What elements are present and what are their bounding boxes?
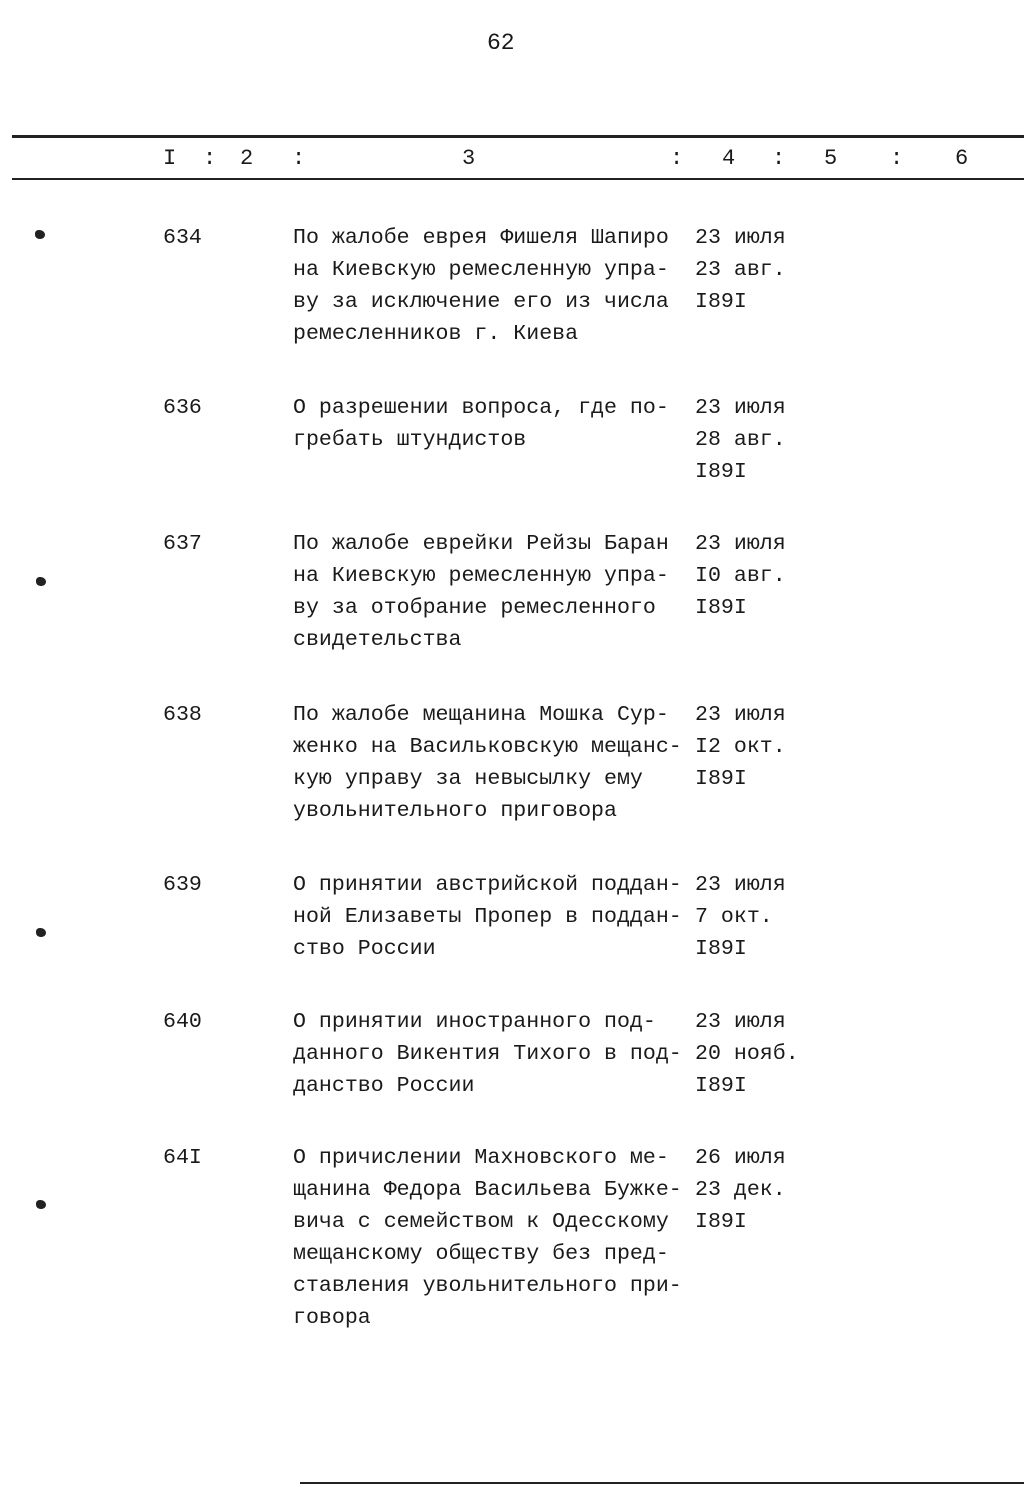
case-description-line: гребать штундистов: [293, 428, 527, 452]
case-date-line: I89I: [695, 460, 747, 484]
case-description-line: По жалобе мещанина Мошка Сур-: [293, 703, 669, 727]
case-number: 639: [163, 873, 202, 897]
case-description-line: ву за исключение его из числа: [293, 290, 669, 314]
case-date-line: 26 июля: [695, 1146, 786, 1170]
case-number: 636: [163, 396, 202, 420]
case-date-line: I89I: [695, 1074, 747, 1098]
page-number: 62: [487, 30, 515, 56]
case-number: 64I: [163, 1146, 202, 1170]
case-description-line: данство России: [293, 1074, 475, 1098]
case-date-line: 28 авг.: [695, 428, 786, 452]
case-date-line: I2 окт.: [695, 735, 786, 759]
case-description-line: ство России: [293, 937, 436, 961]
case-date-line: 23 июля: [695, 873, 786, 897]
case-date-line: I0 авг.: [695, 564, 786, 588]
column-header-5: 5: [824, 146, 838, 171]
case-date-line: 20 нояб.: [695, 1042, 799, 1066]
case-date-line: 23 июля: [695, 226, 786, 250]
case-date-line: 7 окт.: [695, 905, 773, 929]
case-date-line: 23 авг.: [695, 258, 786, 282]
case-description-line: О принятии иностранного под-: [293, 1010, 656, 1034]
column-separator: :: [203, 146, 217, 171]
column-header-4: 4: [722, 146, 736, 171]
column-separator: :: [890, 146, 904, 171]
column-header-2: 2: [240, 146, 254, 171]
case-description-line: кую управу за невысылку ему: [293, 767, 643, 791]
case-date-line: 23 июля: [695, 1010, 786, 1034]
case-description-line: ставления увольнительного при-: [293, 1274, 682, 1298]
column-separator: :: [670, 146, 684, 171]
case-description-line: свидетельства: [293, 628, 462, 652]
column-separator: :: [292, 146, 306, 171]
case-description-line: мещанскому обществу без пред-: [293, 1242, 669, 1266]
case-number: 637: [163, 532, 202, 556]
binding-hole-mark: [36, 1200, 46, 1209]
table-header-rule: [12, 178, 1024, 180]
case-description-line: данного Викентия Тихого в под-: [293, 1042, 682, 1066]
case-description-line: О принятии австрийской поддан-: [293, 873, 682, 897]
column-header-6: 6: [955, 146, 969, 171]
case-date-line: 23 июля: [695, 532, 786, 556]
case-description-line: на Киевскую ремесленную упра-: [293, 564, 669, 588]
case-date-line: I89I: [695, 596, 747, 620]
binding-hole-mark: [36, 577, 46, 586]
table-top-rule: [12, 135, 1024, 138]
case-date-line: 23 июля: [695, 396, 786, 420]
column-separator: :: [772, 146, 786, 171]
case-number: 634: [163, 226, 202, 250]
case-description-line: щанина Федора Васильева Бужке-: [293, 1178, 682, 1202]
case-description-line: О разрешении вопроса, где по-: [293, 396, 669, 420]
case-date-line: I89I: [695, 290, 747, 314]
case-description-line: По жалобе еврея Фишеля Шапиро: [293, 226, 669, 250]
case-description-line: увольнительного приговора: [293, 799, 617, 823]
case-date-line: 23 июля: [695, 703, 786, 727]
case-date-line: I89I: [695, 767, 747, 791]
case-number: 638: [163, 703, 202, 727]
binding-hole-mark: [35, 230, 45, 239]
column-header-1: I: [163, 146, 177, 171]
table-bottom-rule: [300, 1482, 1024, 1484]
case-description-line: По жалобе еврейки Рейзы Баран: [293, 532, 669, 556]
case-description-line: О причислении Махновского ме-: [293, 1146, 669, 1170]
case-date-line: 23 дек.: [695, 1178, 786, 1202]
case-date-line: I89I: [695, 1210, 747, 1234]
case-description-line: ву за отобрание ремесленного: [293, 596, 656, 620]
binding-hole-mark: [36, 928, 46, 937]
case-description-line: ремесленников г. Киева: [293, 322, 579, 346]
case-description-line: ной Елизаветы Пропер в поддан-: [293, 905, 682, 929]
case-description-line: говора: [293, 1306, 371, 1330]
case-description-line: женко на Васильковскую мещанс-: [293, 735, 682, 759]
column-header-3: 3: [462, 146, 476, 171]
case-number: 640: [163, 1010, 202, 1034]
case-date-line: I89I: [695, 937, 747, 961]
case-description-line: на Киевскую ремесленную упра-: [293, 258, 669, 282]
case-description-line: вича с семейством к Одесскому: [293, 1210, 669, 1234]
